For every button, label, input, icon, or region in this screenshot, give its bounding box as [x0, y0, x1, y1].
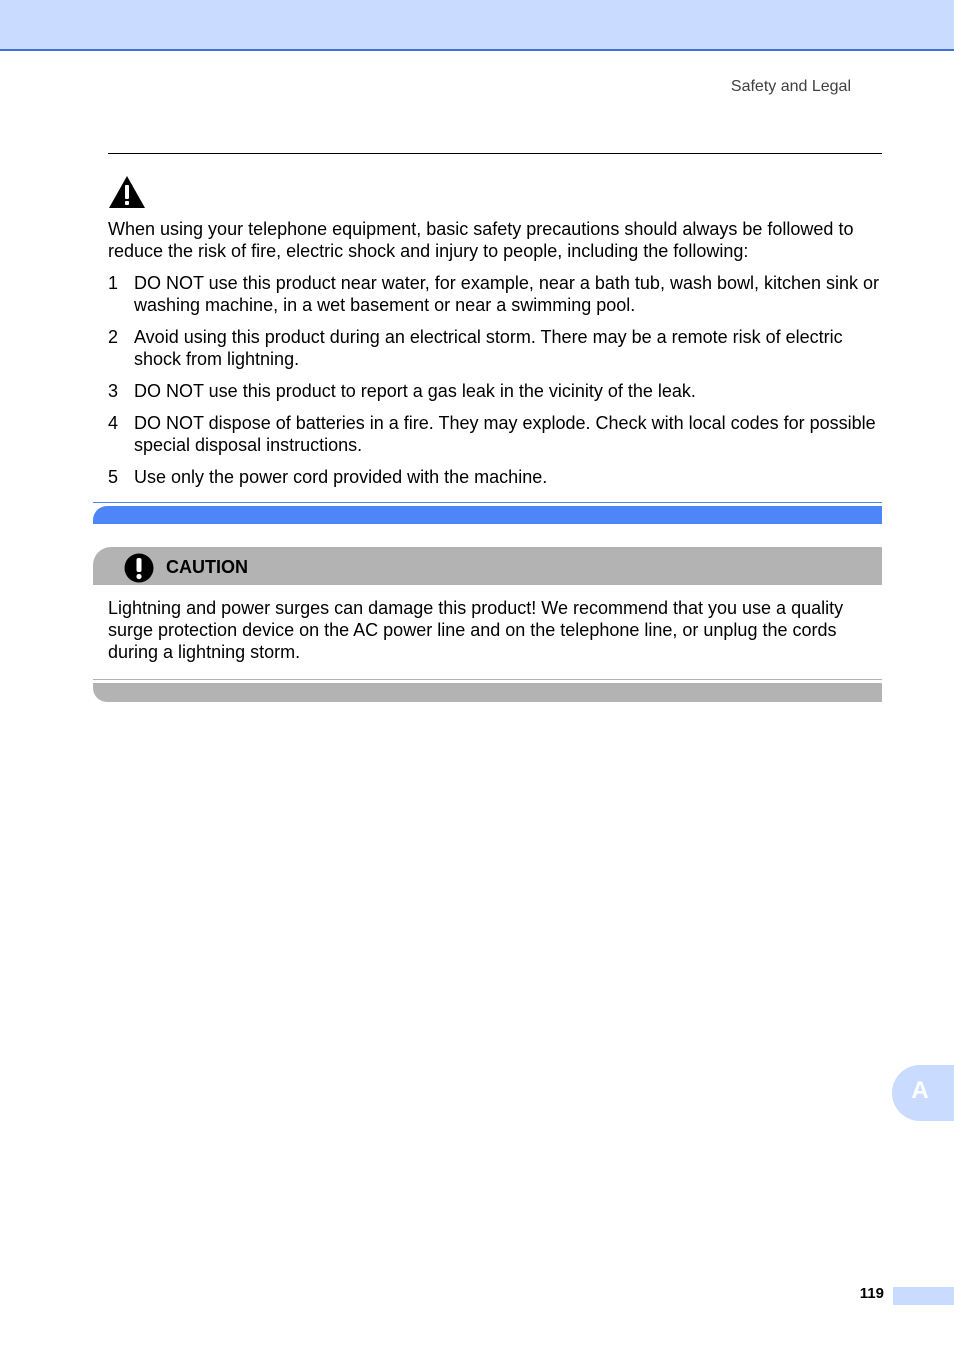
list-item-text: DO NOT use this product to report a gas leak in the vicinity of the leak.: [134, 381, 696, 401]
caution-end-rule: [93, 679, 882, 680]
list-item: [108, 466, 884, 488]
running-head: Safety and Legal: [730, 78, 851, 95]
list-item-text: DO NOT use this product near water, for example, near a bath tub, wash bowl, kitchen sink or washing machine, in a wet basement or near a swimming pool.: [134, 273, 880, 315]
page-number: 119: [859, 1285, 884, 1302]
list-item: [108, 326, 884, 370]
warning-end-rule: [93, 502, 882, 503]
caution-end-bar: [93, 683, 882, 702]
warning-triangle-icon: [108, 174, 146, 210]
safety-precautions-list: [108, 272, 884, 498]
list-item-text: DO NOT dispose of batteries in a fire. They may explode. Check with local codes for possible special disposal instructions.: [134, 413, 876, 455]
list-item-number: 3: [108, 381, 119, 401]
list-item: [108, 380, 884, 402]
chapter-letter: A: [911, 1077, 929, 1104]
caution-label: CAUTION: [166, 557, 248, 577]
page-number-tab: [893, 1287, 954, 1305]
list-item-number: 4: [108, 413, 119, 433]
warning-top-rule: [108, 153, 882, 154]
list-item-text: Avoid using this product during an electrical storm. There may be a remote risk of electric shock from lightning.: [134, 327, 843, 369]
list-item-number: 1: [108, 273, 119, 293]
caution-text: Lightning and power surges can damage this product! We recommend that you use a quality surge protection device on the AC power line and on the telephone line, or unplug the cords during a lightning storm.: [108, 598, 844, 662]
list-item-number: 2: [108, 327, 119, 347]
warning-end-bar: [93, 506, 882, 524]
list-item: [108, 272, 884, 316]
exclamation-circle-icon: [124, 553, 154, 583]
top-header-band: [0, 0, 954, 51]
list-item: [108, 412, 884, 456]
list-item-text: Use only the power cord provided with the machine.: [134, 467, 548, 487]
list-item-number: 5: [108, 467, 119, 487]
warning-intro: When using your telephone equipment, basic safety precautions should always be followed to reduce the risk of fire, electric shock and injury to people, including the following:: [108, 219, 854, 261]
